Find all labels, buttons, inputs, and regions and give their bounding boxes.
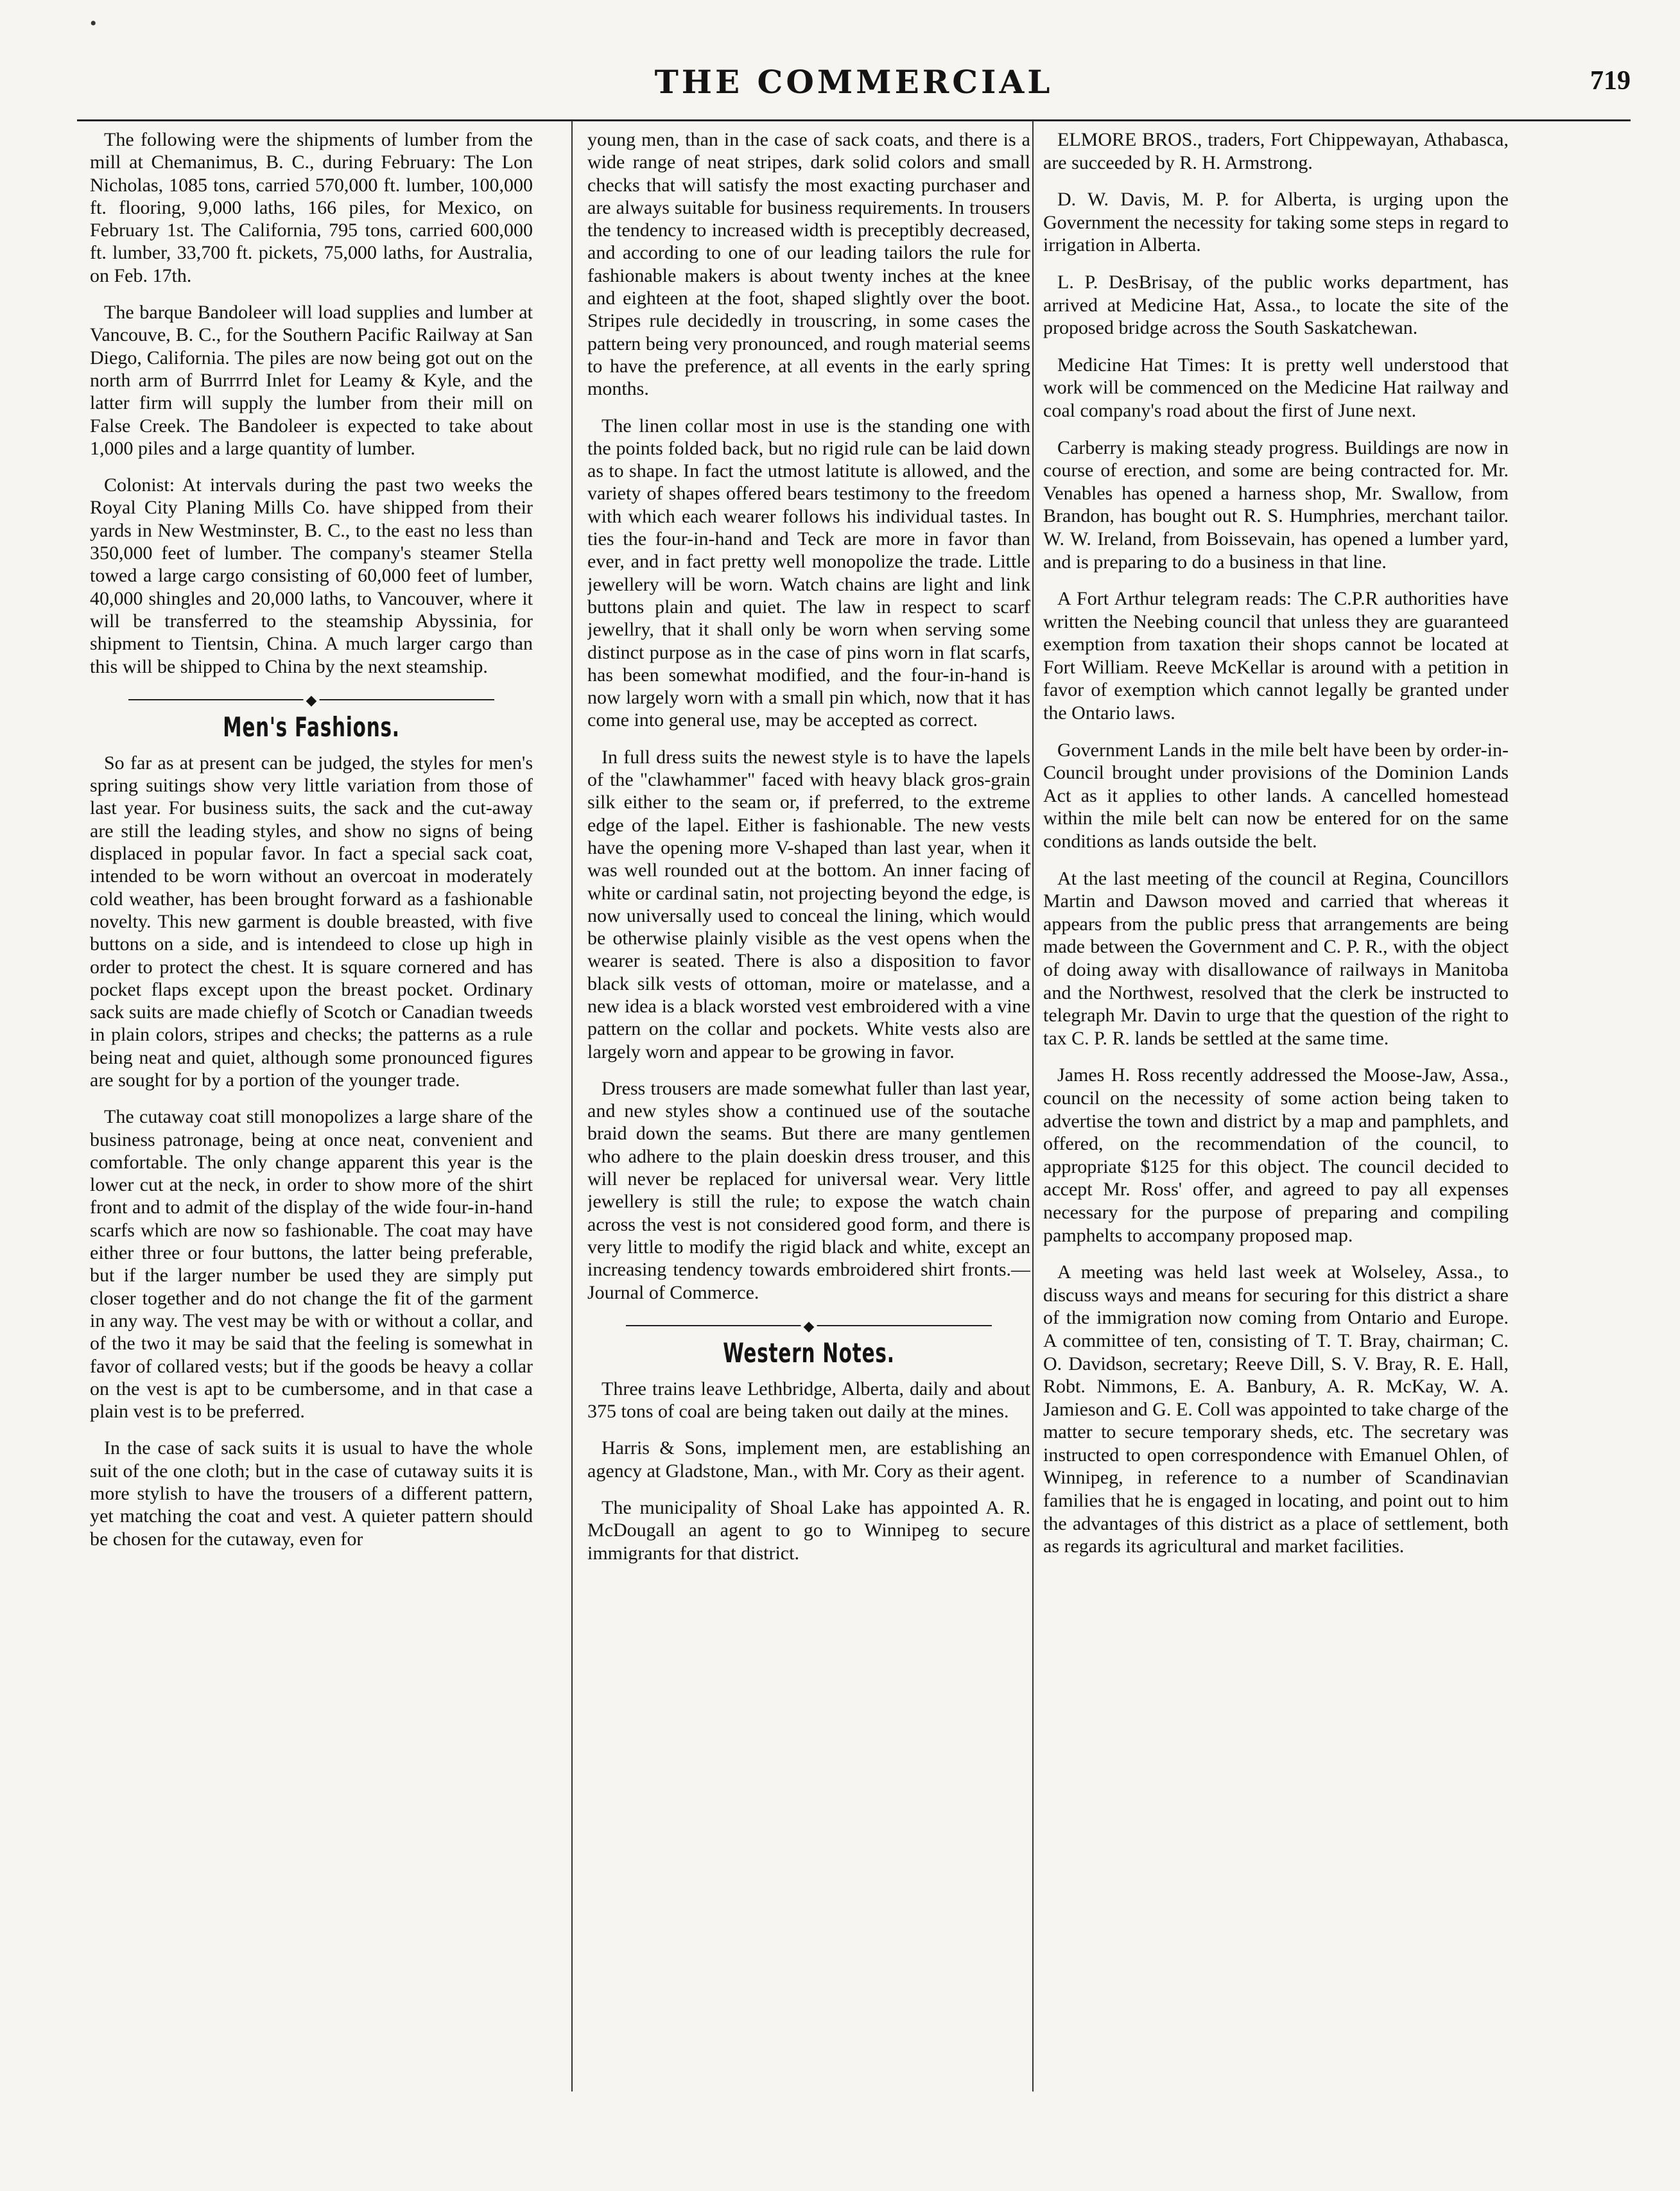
article-paragraph: Government Lands in the mile belt have been by order-in-Council brought under provisions of the Dominion Lands Act as it applies to other lands. A cancelled homestead within the mile belt can now be entered for on the same conditions as lands outside the belt.: [1043, 739, 1509, 853]
column-3: [1043, 128, 1509, 2131]
article-paragraph: Harris & Sons, implement men, are establishing an agency at Gladstone, Man., with Mr. Cory as their agent.: [587, 1437, 1030, 1482]
margin-mark: •: [90, 13, 97, 34]
article-paragraph: Three trains leave Lethbridge, Alberta, daily and about 375 tons of coal are being taken out daily at the mines.: [587, 1378, 1030, 1423]
page-number: 719: [1590, 66, 1631, 96]
article-paragraph: Colonist: At intervals during the past two weeks the Royal City Planing Mills Co. have shipped from their yards in New Westminster, B. C., to the east no less than 350,000 feet of lumber. The company's steamer Stella towed a large cargo consisting of 60,000 feet of lumber, 40,000 shingles and 20,000 laths, to Vancouver, where it will be transferred to the steamship Abyssinia, for shipment to Tientsin, China. A much larger cargo than this will be shipped to China by the next steamship.: [90, 474, 533, 677]
article-paragraph: Dress trousers are made somewhat fuller than last year, and new styles show a continued use of the soutache braid down the seams. But there are many gentlemen who adhere to the plain doeskin dress trouser, and this will never be replaced for universal wear. Very little jewellery is still the rule; to expose the watch chain across the vest is not considered good form, and there is very little to modify the rigid black and white, except an increasing tendency towards embroidered shirt fronts.—Journal of Commerce.: [587, 1077, 1030, 1303]
newspaper-title: THE COMMERCIAL: [654, 63, 1053, 101]
masthead: [77, 63, 1631, 108]
article-paragraph: ELMORE BROS., traders, Fort Chippewayan, Athabasca, are succeeded by R. H. Armstrong.: [1043, 129, 1509, 173]
masthead-rule: [77, 119, 1631, 121]
article-paragraph: James H. Ross recently addressed the Moose-Jaw, Assa., council on the necessity of some action being taken to advertise the town and district by a map and pamphlets, and offered, on the recommendation of the council, to appropriate $125 for this object. The council decided to accept Mr. Ross' offer, and agreed to pay all expenses necessary for the purpose of preparing and compiling pamphelts to accompany proposed map.: [1043, 1064, 1509, 1246]
article-paragraph: So far as at present can be judged, the styles for men's spring suitings show very little variation from those of last year. For business suits, the sack and the cut-away are still the leading styles, and show no signs of being displaced in popular favor. In fact a special sack coat, intended to be worn without an overcoat in moderately cold weather, has been brought forward as a fashionable novelty. This new garment is double breasted, with five buttons on a side, and is intendeed to close up high in order to protect the chest. It is square cornered and has pocket flaps except upon the breast pocket. Ordinary sack suits are made chiefly of Scotch or Canadian tweeds in plain colors, stripes and checks; the patterns as a rule being neat and quiet, although some pronounced figures are sought for by a portion of the younger trade.: [90, 752, 533, 1091]
column-2: [587, 128, 1030, 2131]
article-paragraph: L. P. DesBrisay, of the public works department, has arrived at Medicine Hat, Assa., to locate the site of the proposed bridge across the South Saskatchewan.: [1043, 271, 1509, 339]
article-paragraph: The linen collar most in use is the standing one with the points folded back, but no rigid rule can be laid down as to shape. In fact the utmost latitute is allowed, and the variety of shapes offered bears testimony to the freedom with which each wearer follows his individual tastes. In ties the four-in-hand and Teck are more in favor than ever, and in fact pretty well monopolize the trade. Little jewellery will be worn. Watch chains are light and link buttons plain and quiet. The law in respect to scarf jewellry, that it shall only be worn when serving some distinct purpose as in the case of pins worn in flat scarfs, has been somewhat modified, and the four-in-hand is now largely worn with a small pin which, now that it has come into general use, may be accepted as correct.: [587, 415, 1030, 731]
column-divider: [1032, 121, 1034, 2091]
section-heading: Men's Fashions.: [223, 711, 400, 743]
article-paragraph: The municipality of Shoal Lake has appointed A. R. McDougall an agent to go to Winnipeg to secure immigrants for that district.: [587, 1497, 1030, 1564]
article-paragraph: The following were the shipments of lumber from the mill at Chemanimus, B. C., during February: The Lon Nicholas, 1085 tons, carried 570,000 ft. lumber, 100,000 ft. flooring, 9,000 laths, 166 piles, for Mexico, on February 1st. The California, 795 tons, carried 600,000 ft. lumber, 33,700 ft. pickets, 75,000 laths, for Australia, on Feb. 17th.: [90, 129, 533, 286]
article-paragraph: At the last meeting of the council at Regina, Councillors Martin and Dawson moved and carried that whereas it appears from the public press that arrangements are being made between the Government and C. P. R., with the object of doing away with disallowance of railways in Manitoba and the Northwest, resolved that the clerk be instructed to telegraph Mr. Davin to urge that the question of the right to tax C. P. R. lands be settled at the same time.: [1043, 867, 1509, 1049]
section-heading: Western Notes.: [723, 1337, 895, 1369]
article-paragraph: A meeting was held last week at Wolseley, Assa., to discuss ways and means for securing for this district a share of the immigration now coming from Ontario and Europe. A committee of ten, consisting of T. T. Bray, chairman; C. O. Davidson, secretary; Reeve Dill, S. V. Bray, R. E. Hall, Robt. Nimmons, E. A. Banbury, A. R. McKay, W. A. Jamieson and G. E. Coll was appointed to take charge of the matter to secure temporary sheds, etc. The secretary was instructed to open correspondence with Emanuel Ohlen, of Winnipeg, in reference to a number of Scandinavian families that he is engaged in locating, and point out to him the advantages of this district as a place of settlement, both as regards its agricultural and market facilities.: [1043, 1261, 1509, 1557]
article-paragraph: In the case of sack suits it is usual to have the whole suit of the one cloth; but in the case of cutaway suits it is more stylish to have the trousers of a different pattern, yet matching the coat and vest. A quieter pattern should be chosen for the cutaway, even for: [90, 1437, 533, 1550]
article-paragraph: In full dress suits the newest style is to have the lapels of the "clawhammer" faced with heavy black gros-grain silk either to the seam or, if preferred, to the extreme edge of the lapel. Either is fashionable. The new vests have the opening more V-shaped than last year, when it was well rounded out at the bottom. An inner facing of white or cardinal satin, not projecting beyond the edge, is now universally used to conceal the lining, which would be otherwise plainly visible as the vest opens when the wearer is seated. There is also a disposition to favor black silk vests of ottoman, moire or matelasse, and a new idea is a black worsted vest embroidered with a vine pattern on the collar and pockets. White vests also are largely worn and appear to be growing in favor.: [587, 746, 1030, 1062]
section-divider: ◆: [128, 692, 494, 707]
section-divider: ◆: [626, 1318, 992, 1333]
article-paragraph: Medicine Hat Times: It is pretty well understood that work will be commenced on the Medicine Hat railway and coal company's road about the first of June next.: [1043, 354, 1509, 421]
article-paragraph: D. W. Davis, M. P. for Alberta, is urging upon the Government the necessity for taking some steps in regard to irrigation in Alberta.: [1043, 189, 1509, 256]
article-paragraph: Carberry is making steady progress. Buildings are now in course of erection, and some are being contracted for. Mr. Venables has opened a harness shop, Mr. Swallow, from Brandon, has bought out R. S. Humphries, merchant tailor. W. W. Ireland, from Boissevain, has opened a lumber yard, and is preparing to do a business in that line.: [1043, 437, 1509, 573]
article-paragraph: A Fort Arthur telegram reads: The C.P.R authorities have written the Neebing council that unless they are guaranteed exemption from taxation their shops cannot be located at Fort William. Reeve McKellar is around with a petition in favor of exemption which cannot legally be granted under the Ontario laws.: [1043, 588, 1509, 724]
column-divider: [571, 121, 573, 2091]
column-1: [90, 128, 533, 2131]
article-paragraph: young men, than in the case of sack coats, and there is a wide range of neat stripes, dark solid colors and small checks that will satisfy the most exacting purchaser and are always suitable for business requirements. In trousers the tendency to increased width is preceptibly decreased, and according to one of our leading tailors the rule for fashionable makers is about twenty inches at the knee and eighteen at the foot, shaped slightly over the boot. Stripes rule decidedly in trouscring, in some cases the pattern being very pronounced, and rough material seems to have the preference, at all events in the early spring months.: [587, 129, 1030, 400]
article-paragraph: The barque Bandoleer will load supplies and lumber at Vancouve, B. C., for the Southern Pacific Railway at San Diego, California. The piles are now being got out on the north arm of Burrrrd Inlet for Leamy & Kyle, and the latter firm will supply the lumber from their mill on False Creek. The Bandoleer is expected to take about 1,000 piles and a large quantity of lumber.: [90, 302, 533, 459]
article-paragraph: The cutaway coat still monopolizes a large share of the business patronage, being at once neat, convenient and comfortable. The only change apparent this year is the lower cut at the neck, in order to show more of the shirt front and to admit of the display of the wide four-in-hand scarfs which are now so fashionable. The coat may have either three or four buttons, the latter being preferable, but if the larger number be used they are simply put closer together and do not change the fit of the garment in any way. The vest may be with or without a collar, and of the two it may be said that the feeling is somewhat in favor of collared vests; but if the goods be heavy a collar on the vest is apt to be cumbersome, and in that case a plain vest is to be preferred.: [90, 1106, 533, 1423]
